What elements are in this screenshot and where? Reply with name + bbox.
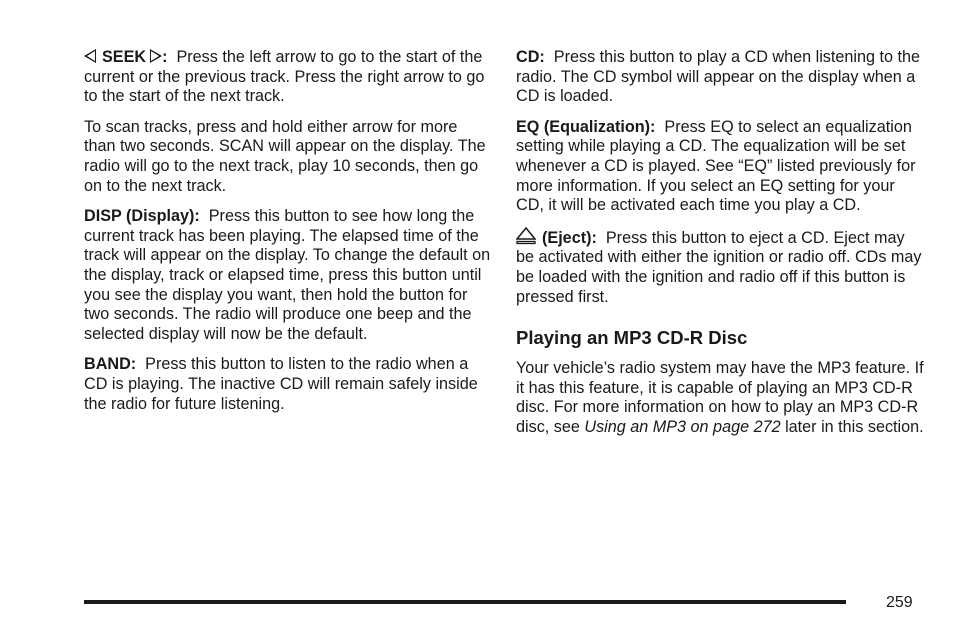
disp-text: Press this button to see how long the current track has been playing. The elapsed time of the track will appear on the display. To change the default on the display, track or elapsed time, press this button until you see the display you want, then hold the button for two seconds. The radio will produce one beep and the selected display will now be the default. — [84, 207, 491, 343]
seek-paragraph — [84, 48, 492, 107]
seek-text: Press the left arrow to go to the start of the current or the previous track. Press the right arrow to go to the start of the next track. — [84, 48, 485, 106]
eject-text: Press this button to eject a CD. Eject may be activated with either the ignition or radio off. CDs may be loaded with the ignition and radio off if this button is pressed first. — [516, 228, 922, 306]
disp-label: DISP (Display): — [84, 207, 200, 226]
cd-paragraph — [516, 48, 924, 107]
cd-label: CD: — [516, 48, 545, 66]
scan-paragraph: To scan tracks, press and hold either arrow for more than two seconds. SCAN will appear on the display. The radio will go to the next track, play 10 seconds, then go on to the next track. — [84, 117, 486, 195]
seek-right-arrow-icon — [150, 49, 162, 63]
seek-label: SEEK — [102, 48, 147, 66]
eject-icon — [516, 227, 536, 245]
cd-text: Press this button to play a CD when listening to the radio. The CD symbol will appear on the display when a CD is loaded. — [516, 48, 920, 106]
eq-label: EQ (Equalization): — [516, 117, 656, 136]
mp3-heading: Playing an MP3 CD-R Disc — [516, 327, 748, 349]
mp3-cross-reference: Using an MP3 on page 272 — [584, 417, 781, 436]
eq-paragraph — [516, 118, 924, 216]
eject-label: (Eject): — [542, 228, 597, 247]
page-number: 259 — [886, 594, 913, 611]
seek-left-arrow-icon — [84, 49, 96, 63]
mp3-text-before: Your vehicle’s radio system may have the MP3 feature. If it has this feature, it is capable of playing an MP3 CD-R disc. For more information on how to play an MP3 CD-R disc, see — [516, 359, 924, 436]
footer-rule — [84, 600, 846, 604]
mp3-paragraph — [516, 359, 924, 437]
seek-colon: : — [162, 48, 168, 66]
band-label: BAND: — [84, 355, 137, 374]
band-paragraph — [84, 355, 492, 414]
right-column — [516, 48, 924, 449]
disp-paragraph — [84, 207, 492, 344]
eq-text: Press EQ to select an equalization setting while playing a CD. The equalization will be set whenever a CD is played. See “EQ” listed previously for more information. If you select an EQ setting for your CD, it will be activated each time you play a CD. — [516, 117, 916, 215]
band-text: Press this button to listen to the radio when a CD is playing. The inactive CD will remain safely inside the radio for future listening. — [84, 355, 478, 413]
left-column — [84, 48, 492, 425]
eject-paragraph — [516, 227, 924, 307]
mp3-text-after: later in this section. — [785, 417, 924, 436]
